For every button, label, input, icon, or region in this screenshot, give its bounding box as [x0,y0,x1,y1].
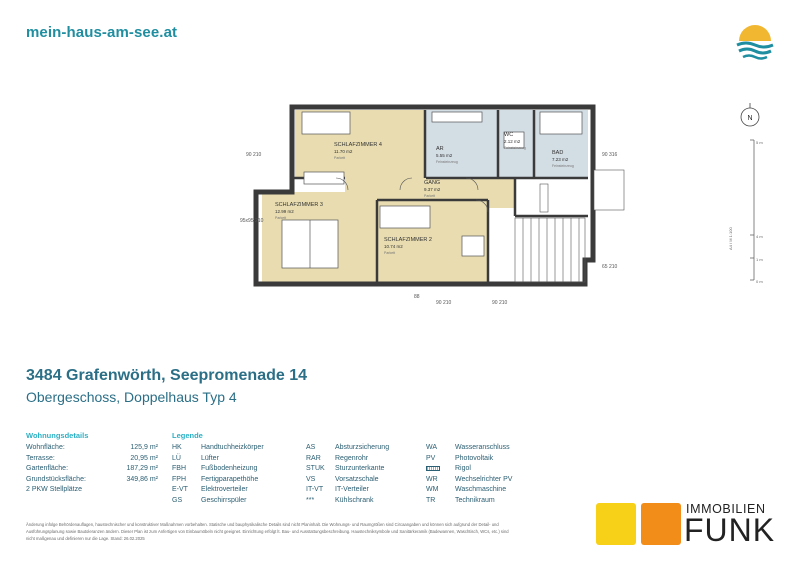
dim-bottom-c: 90 210 [492,300,508,306]
rigol-icon [426,464,455,475]
brand-name-top: IMMOBILIEN [686,502,766,516]
brand-orange-square [641,503,681,545]
room-label: SCHLAFZIMMER 3 [275,202,323,208]
dim-right-bottom: 65 210 [602,264,618,270]
dim-bottom-b: 90 210 [436,300,452,306]
svg-text:Feinsteinzeug: Feinsteinzeug [504,146,526,150]
svg-text:Parkett: Parkett [275,216,287,220]
north-compass-icon [736,103,764,131]
dim-right-top: 90 316 [602,152,618,158]
svg-text:11.70 m2: 11.70 m2 [334,149,353,154]
scale-bar [740,140,763,290]
lake-logo-icon [735,24,775,64]
details-row: Gartenfläche: 187,29 m² [26,465,158,472]
svg-text:N: N [747,115,753,122]
svg-text:2.12 m2: 2.12 m2 [504,139,521,144]
svg-text:Parkett: Parkett [384,251,396,255]
legend-row: HK Handtuchheizkörper AS Absturzsicherung WA Wasseranschluss [172,444,510,451]
svg-text:0 m: 0 m [756,279,763,284]
room-label: AR [436,146,444,152]
svg-text:5 m: 5 m [756,140,763,145]
brand-yellow-square [596,503,636,545]
legend-table [172,443,535,506]
svg-text:4 m: 4 m [756,234,763,239]
address-subtitle: Obergeschoss, Doppelhaus Typ 4 [26,389,237,405]
disclaimer-text: Änderung infolge Behördenauflagen, haustechnischer und konstruktiver Maßnahmen vorbehalten. Statische und bauphysikalische Details sind nicht Planinhalt. Die Wohnungs- und Raumgrößen sind Circaangaben und können sich aufgrund der Detail- und Ausführungsplanung sowie Bautoleranzen ändern. Dieser Plan ist zum Anfertigen von Einbaumöbeln nicht geeignet. Einrichtung erfolgt lt. Bau- und Ausstattungsbeschreibung. Haustechniksymbole und Sanitärkeramik (Badewannen, Waschtisch, WCs, etc.) sind nicht maßgenau und definieren nur die Lage. Stand: 26.02.2025 [26,522,509,541]
scale-caption: A4 / M 1:100 [728,227,733,250]
dim-left-mid: 95x95 210 [240,218,264,224]
room-label: GANG [424,180,441,186]
details-row: Wohnfläche: 125,9 m² [26,444,158,451]
details-row: Terrasse: 20,95 m² [26,454,158,462]
legend-row: FBH Fußbodenheizung STUK Sturzunterkante Rigol [172,464,535,475]
details-heading: Wohnungsdetails [26,431,89,440]
details-row: Grundstücksfläche: 349,86 m² [26,475,158,483]
room-label: SCHLAFZIMMER 4 [334,142,382,148]
svg-text:1 m: 1 m [756,257,763,262]
address-title: 3484 Grafenwörth, Seepromenade 14 [26,367,307,384]
site-title[interactable]: mein-haus-am-see.at [26,24,178,41]
floor-plan [240,100,660,310]
details-list [26,443,158,496]
svg-text:10.74 m2: 10.74 m2 [384,244,403,249]
svg-text:Feinsteinzeug: Feinsteinzeug [436,160,458,164]
legend-row: E-VT Elektroverteiler IT-VT IT-Verteiler WM Waschmaschine [172,486,507,493]
details-row: 2 PKW Stellplätze [26,486,83,493]
svg-text:9.37 m2: 9.37 m2 [424,187,441,192]
svg-text:5.55 m2: 5.55 m2 [436,153,453,158]
room-label: WC [504,132,514,138]
legend-row: LÜ Lüfter RAR Regenrohr PV Photovoltaik [172,454,494,462]
svg-text:Feinsteinzeug: Feinsteinzeug [552,164,574,168]
room-label: SCHLAFZIMMER 2 [384,237,432,243]
legend-heading: Legende [172,431,203,440]
legend-row: GS Geschirrspüler *** Kühlschrank TR Technikraum [172,496,495,504]
svg-text:7.23 m2: 7.23 m2 [552,157,569,162]
brand-name-main: FUNK [684,512,776,548]
svg-text:Parkett: Parkett [424,194,436,198]
legend-row: FPH Fertigparapethöhe VS Vorsatzschale WR Wechselrichter PV [172,475,513,483]
dim-bottom-a: 88 [414,294,420,300]
svg-text:Parkett: Parkett [334,156,346,160]
room-label: BAD [552,150,564,156]
svg-text:12.99 m2: 12.99 m2 [275,209,294,214]
dim-left-top: 90 210 [246,152,262,158]
